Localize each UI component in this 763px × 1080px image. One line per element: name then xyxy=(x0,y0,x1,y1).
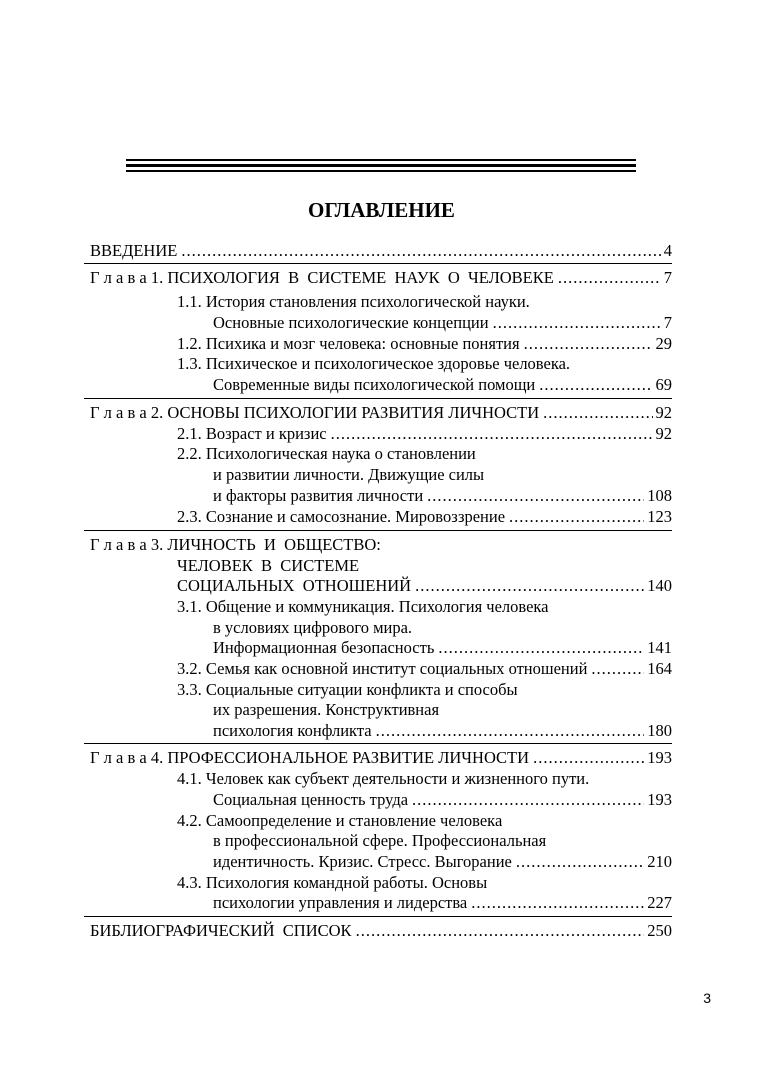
toc-entry-2-1[interactable]: 2.1. Возраст и кризис ..... 92 xyxy=(177,424,672,444)
toc-entry-chapter-4[interactable]: Г л а в а 4. ПРОФЕССИОНАЛЬНОЕ РАЗВИТИЕ ЛИЧНОСТИ ..... 193 xyxy=(90,748,672,768)
toc-entry-3-1-line-2: в условиях цифрового мира. xyxy=(213,618,413,637)
page-number: 3 xyxy=(703,990,711,1006)
section-divider xyxy=(84,263,672,264)
toc-page-number: 4 xyxy=(663,241,672,260)
toc-page-number: 227 xyxy=(647,893,672,912)
toc-entry-3-3[interactable]: психология конфликта ..... 180 xyxy=(213,721,672,741)
section-divider xyxy=(84,916,672,917)
toc-entry-3-1-line-1: 3.1. Общение и коммуникация. Психология человека xyxy=(177,597,549,616)
toc-page-number: 69 xyxy=(655,375,672,394)
toc-entry-chapter-2[interactable]: Г л а в а 2. ОСНОВЫ ПСИХОЛОГИИ РАЗВИТИЯ ЛИЧНОСТИ ..... 92 xyxy=(90,403,672,423)
toc-page-number: 123 xyxy=(647,507,672,526)
toc-page-number: 193 xyxy=(647,790,672,809)
section-divider xyxy=(84,398,672,399)
toc-entry-1-2[interactable]: 1.2. Психика и мозг человека: основные понятия ..... 29 xyxy=(177,334,672,354)
toc-entry-chapter-3-line-1: Г л а в а 3. ЛИЧНОСТЬ И ОБЩЕСТВО: xyxy=(90,535,381,554)
toc-page-number: 92 xyxy=(655,424,672,443)
toc-entry-4-2[interactable]: идентичность. Кризис. Стресс. Выгорание ..... 210 xyxy=(213,852,672,872)
toc-entry-3-2[interactable]: 3.2. Семья как основной институт социальных отношений ..... 164 xyxy=(177,659,672,679)
toc-entry-3-3-line-2: их разрешения. Конструктивная xyxy=(213,700,440,719)
toc-page-number: 210 xyxy=(647,852,672,871)
toc-entry-chapter-1[interactable]: Г л а в а 1. ПСИХОЛОГИЯ В СИСТЕМЕ НАУК О ЧЕЛОВЕКЕ ..... 7 xyxy=(90,268,672,288)
toc-page-number: 141 xyxy=(647,638,672,657)
toc-entry-2-3[interactable]: 2.3. Сознание и самосознание. Мировоззрение ..... 123 xyxy=(177,507,672,527)
toc-entry-4-2-line-2: в профессиональной сфере. Профессиональная xyxy=(213,831,547,850)
toc-entry-1-3-line-1: 1.3. Психическое и психологическое здоровье человека. xyxy=(177,354,571,373)
toc-entry-4-1[interactable]: Социальная ценность труда ..... 193 xyxy=(213,790,672,810)
toc-page-number: 180 xyxy=(647,721,672,740)
toc-entry-1-1[interactable]: Основные психологические концепции ..... 7 xyxy=(213,313,672,333)
toc-page-number: 164 xyxy=(647,659,672,678)
toc-page-number: 7 xyxy=(663,313,672,332)
toc-entry-4-3-line-1: 4.3. Психология командной работы. Основы xyxy=(177,873,488,892)
toc-entry-introduction[interactable]: ВВЕДЕНИЕ ..... 4 xyxy=(90,241,672,261)
toc-page-number: 108 xyxy=(647,486,672,505)
toc-entry-4-3[interactable]: психологии управления и лидерства ..... 227 xyxy=(213,893,672,913)
toc-entry-1-1-line-1: 1.1. История становления психологической науки. xyxy=(177,292,530,311)
toc-entry-4-1-line-1: 4.1. Человек как субъект деятельности и жизненного пути. xyxy=(177,769,590,788)
toc-entry-2-2[interactable]: и факторы развития личности ..... 108 xyxy=(213,486,672,506)
toc-page-number: 140 xyxy=(647,576,672,595)
toc-page-number: 7 xyxy=(663,268,672,287)
toc-entry-bibliography[interactable]: БИБЛИОГРАФИЧЕСКИЙ СПИСОК ..... 250 xyxy=(90,921,672,941)
toc-entry-2-2-line-2: и развитии личности. Движущие силы xyxy=(213,465,485,484)
toc-entry-1-3[interactable]: Современные виды психологической помощи ..... 69 xyxy=(213,375,672,395)
toc-heading: ОГЛАВЛЕНИЕ xyxy=(308,198,455,222)
toc-entry-3-1[interactable]: Информационная безопасность ..... 141 xyxy=(213,638,672,658)
toc-page-number: 92 xyxy=(655,403,672,422)
toc-entry-3-3-line-1: 3.3. Социальные ситуации конфликта и способы xyxy=(177,680,518,699)
toc-entry-2-2-line-1: 2.2. Психологическая наука о становлении xyxy=(177,444,476,463)
toc-page-number: 250 xyxy=(647,921,672,940)
toc-entry-4-2-line-1: 4.2. Самоопределение и становление человека xyxy=(177,811,503,830)
toc-page-number: 193 xyxy=(647,748,672,767)
toc-entry-chapter-3[interactable]: СОЦИАЛЬНЫХ ОТНОШЕНИЙ ..... 140 xyxy=(177,576,672,596)
section-divider xyxy=(84,530,672,531)
toc-entry-chapter-3-line-2: ЧЕЛОВЕК В СИСТЕМЕ xyxy=(177,556,360,575)
section-divider xyxy=(84,743,672,744)
toc-page-number: 29 xyxy=(655,334,672,353)
